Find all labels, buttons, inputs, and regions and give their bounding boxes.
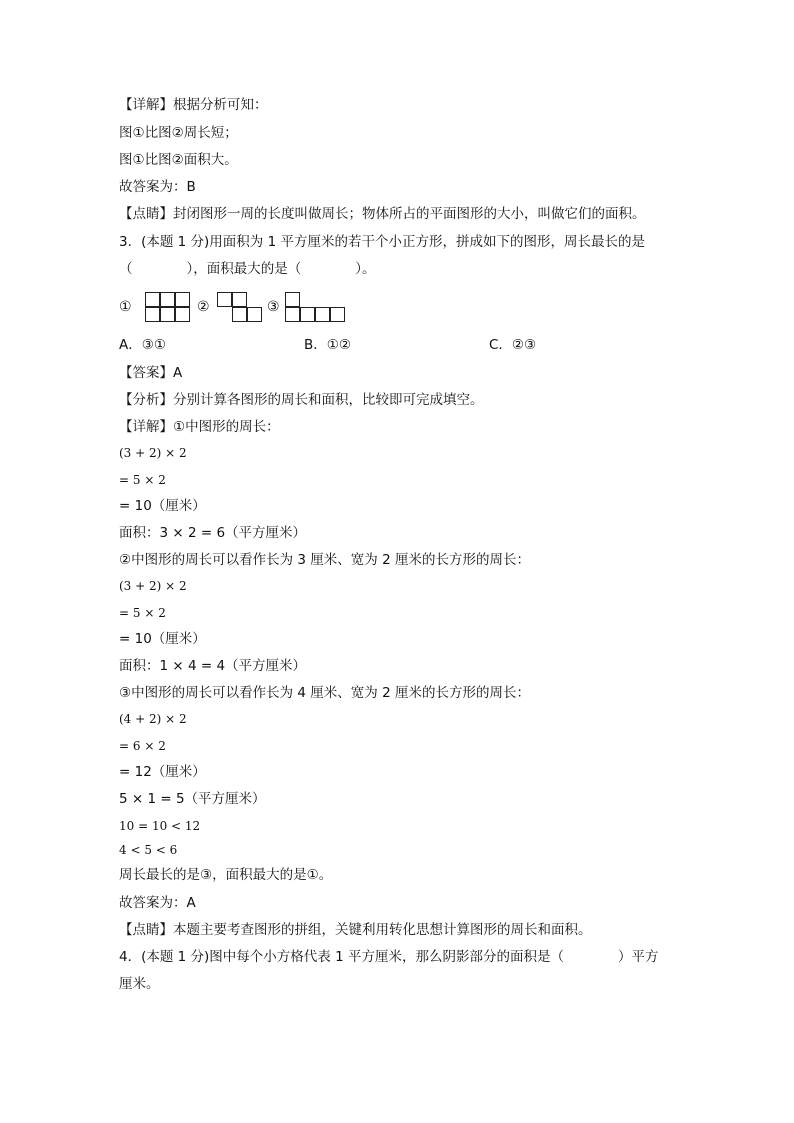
text-line: 周长最长的是③，面积最大的是①。 (119, 867, 333, 883)
math-line: = 5 × 2 (119, 473, 166, 487)
analysis-line: 【分析】分别计算各图形的周长和面积，比较即可完成填空。 (119, 392, 484, 408)
text-line: 【点睛】封闭图形一周的长度叫做周长；物体所占的平面图形的大小，叫做它们的面积。 (119, 206, 646, 222)
math-line: (3 + 2) × 2 (119, 579, 187, 593)
text-line: 【详解】根据分析可知： (119, 97, 268, 113)
text-line: 图①比图②面积大。 (119, 152, 238, 168)
question-3-text: 3．(本题 1 分)用面积为 1 平方厘米的若干个小正方形，拼成如下的图形，周长最长的是 (119, 234, 645, 250)
figure-3-label: ③ (267, 299, 280, 315)
text-line: 故答案为：A (119, 895, 196, 911)
text-line: 故答案为：B (119, 179, 196, 195)
math-line: = 10（厘米） (119, 498, 206, 514)
figure-2-shape (217, 292, 263, 324)
math-line: = 5 × 2 (119, 606, 166, 620)
answer-line: 【答案】A (119, 365, 183, 381)
choice-a: A．③① (119, 337, 166, 353)
detail-line: 【详解】①中图形的周长： (119, 419, 280, 435)
math-line: (3 + 2) × 2 (119, 446, 187, 460)
math-line: 4 < 5 < 6 (119, 843, 178, 857)
math-line: 面积：1 × 4 = 4（平方厘米） (119, 658, 307, 674)
text-line: 【点睛】本题主要考查图形的拼组，关键利用转化思想计算图形的周长和面积。 (119, 922, 592, 938)
text-line: 图①比图②周长短； (119, 125, 238, 141)
figure-3-shape (285, 292, 347, 324)
math-line: 10 = 10 < 12 (119, 819, 201, 833)
question-4-text-cont: 厘米。 (119, 976, 160, 992)
math-line: = 10（厘米） (119, 631, 206, 647)
question-4-text: 4．(本题 1 分)图中每个小方格代表 1 平方厘米，那么阴影部分的面积是（ ）平方 (119, 949, 659, 965)
choice-b: B．①② (304, 337, 351, 353)
math-line: = 12（厘米） (119, 764, 206, 780)
text-line: ③中图形的周长可以看作长为 4 厘米、宽为 2 厘米的长方形的周长： (119, 685, 530, 701)
figure-2-label: ② (197, 299, 210, 315)
math-line: 5 × 1 = 5（平方厘米） (119, 791, 266, 807)
figure-1-shape (145, 292, 191, 324)
choice-c: C．②③ (489, 337, 537, 353)
math-line: = 6 × 2 (119, 739, 166, 753)
figure-1-label: ① (119, 299, 132, 315)
shape-figures (119, 290, 379, 326)
text-line: ②中图形的周长可以看作长为 3 厘米、宽为 2 厘米的长方形的周长： (119, 552, 530, 568)
question-3-blanks: （ ），面积最大的是（ ）。 (119, 261, 376, 277)
math-line: (4 + 2) × 2 (119, 712, 187, 726)
math-line: 面积：3 × 2 = 6（平方厘米） (119, 525, 307, 541)
